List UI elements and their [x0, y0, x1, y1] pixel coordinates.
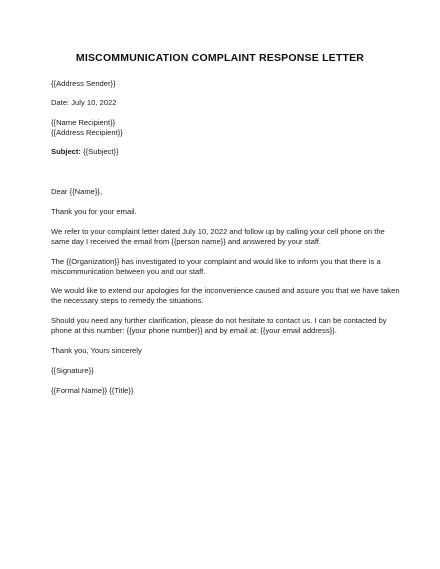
salutation: Dear {{Name}},: [51, 187, 103, 196]
subject-label: Subject:: [51, 147, 81, 156]
paragraph-investigated-line-2: miscommunication between you and our staff.: [51, 267, 206, 276]
recipient-address: {{Address Recipient}}: [51, 128, 123, 137]
formal-name-title: {{Formal Name}} {{Title}}: [51, 386, 134, 395]
sender-address: {{Address Sender}}: [51, 79, 116, 88]
signature: {{Signature}}: [51, 366, 94, 375]
letter-date: Date: July 10, 2022: [51, 98, 117, 107]
paragraph-refer-line-1: We refer to your complaint letter dated July 10, 2022 and follow up by calling your cell phone on the: [51, 227, 385, 236]
paragraph-apology-line-2: the necessary steps to remedy the situations.: [51, 296, 204, 305]
letter-title: MISCOMMUNICATION COMPLAINT RESPONSE LETTER: [75, 52, 365, 64]
subject-value: {{Subject}}: [80, 147, 119, 156]
paragraph-investigated-line-1: The {{Organization}} has investigated to your complaint and would like to inform you that there is a: [51, 257, 381, 266]
recipient-name: {{Name Recipient}}: [51, 118, 116, 127]
paragraph-contact-line-2: phone at this number: {{your phone number}} and by email at: {{your email address}}.: [51, 326, 337, 335]
paragraph-thanks: Thank you for your email.: [51, 207, 137, 216]
paragraph-apology-line-1: We would like to extend our apologies for the inconvenience caused and assure you that we have taken: [51, 286, 400, 295]
paragraph-refer-line-2: same day I received the email from {{person name}} and answered by your staff.: [51, 237, 322, 246]
paragraph-contact-line-1: Should you need any further clarification, please do not hesitate to contact us. I can be contacted by: [51, 316, 387, 325]
subject-line: [51, 147, 119, 157]
closing: Thank you, Yours sincerely: [51, 346, 142, 355]
